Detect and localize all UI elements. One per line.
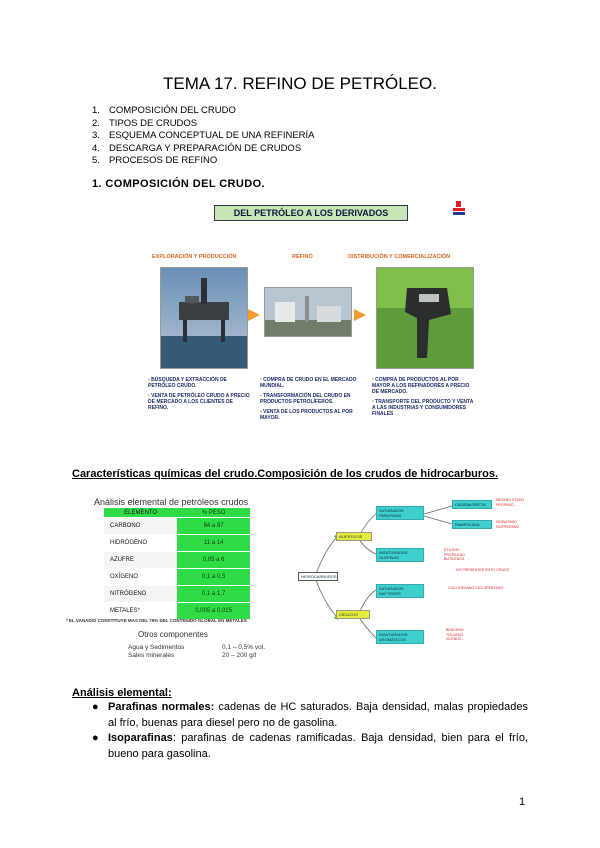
stage-bullets: • BÚSQUEDA Y EXTRACCIÓN DE PETRÓLEO CRUDO. • VENTA DE PETRÓLEO CRUDO A PRECIO DE MERCADO A LOS CLIENTES DE REFINO. — [148, 377, 250, 415]
table-row: NITRÓGENO 0,1 a 1,7 — [104, 586, 250, 603]
table-row: AZUFRE 0,05 a 6 — [104, 552, 250, 569]
arrow-icon — [354, 309, 366, 321]
other-components-title: Otros componentes — [138, 630, 208, 639]
page-title: TEMA 17. REFINO DE PETRÓLEO. — [163, 74, 437, 93]
branched-node: RAMIFICADA — [452, 520, 492, 529]
table-row: OXÍGENO 0,1 a 0,5 — [104, 569, 250, 586]
bullet-icon: ● — [92, 701, 99, 713]
example-label: ETILENO PROPILENO BUTILENOS — [444, 548, 465, 561]
saturated-node: SATURADOS PARAFINAS — [376, 506, 424, 520]
table-footnote: * EL VANADIO CONSTITUYE MAS DEL 75% DEL CONTENIDO GLOBAL EN METALES — [66, 618, 247, 623]
example-label: CICLOHEXANO CICLOPENTANO — [448, 586, 504, 590]
other-components-list: Agua y Sedimentos 0,1 – 0,5% vol. Sales minerales 20 – 200 g/t — [128, 644, 265, 659]
naphthenes-node: SATURADOS NAFTENOS — [376, 584, 424, 598]
figure-title: Análisis elemental de petróleos crudos — [94, 497, 249, 507]
example-label: ISOBUTANO ISOPENTANO — [496, 520, 520, 529]
stage-bullets: • COMPRA DE CRUDO EN EL MERCADO MUNDIAL. • TRANSFORMACIÓN DEL CRUDO EN PRODUCTOS PETROLÍFEROS. • VENTA DE LOS PRODUCTOS AL POR MAYOR. — [260, 377, 362, 425]
stage-label: REFINO — [292, 254, 313, 260]
petroleum-derivatives-figure — [140, 197, 480, 445]
aromatics-node: INSATURADOS AROMÁTICOS — [376, 630, 424, 644]
cyclic-node: CÍCLICOS — [336, 610, 370, 619]
list-item: ● Parafinas normales: cadenas de HC saturados. Baja densidad, malas propiedades al frío, buenas para diesel pero no de gasolina. — [92, 701, 528, 729]
analysis-heading: Análisis elemental: — [72, 687, 172, 699]
analysis-list — [92, 700, 528, 762]
table-of-contents — [92, 105, 315, 168]
list-item: ● Isoparafinas: parafinas de cadenas ramificadas. Baja densidad, bien para el frío, bueno para gasolina. — [92, 732, 528, 760]
toc-item: 3. ESQUEMA CONCEPTUAL DE UNA REFINERÍA — [92, 130, 315, 142]
elemental-analysis-figure — [66, 492, 296, 667]
table-row: CARBONO 84 a 87 — [104, 518, 250, 535]
stage-label: DISTRIBUCIÓN Y COMERCIALIZACIÓN — [348, 254, 451, 260]
toc-item: 5. PROCESOS DE REFINO — [92, 155, 218, 167]
figure-title: DEL PETRÓLEO A LOS DERIVADOS — [214, 205, 408, 221]
fuel-nozzle-photo — [376, 267, 474, 369]
arrow-icon — [248, 309, 260, 321]
stage-bullets: • COMPRA DE PRODUCTOS AL POR MAYOR A LOS REFINADORES A PRECIO DE MERCADO. • TRANSPORTE DEL PRODUCTO Y VENTA A LAS INDUSTRIAS Y CONSUMIDORES FINALES — [372, 377, 476, 421]
table-header: ELEMENTO % PESO — [104, 508, 250, 518]
refinery-photo — [264, 287, 352, 337]
page-number: 1 — [519, 796, 526, 808]
toc-item: 2. TIPOS DE CRUDOS — [92, 117, 198, 129]
logo-icon — [452, 201, 466, 219]
stage-label: EXPLORACIÓN Y PRODUCCIÓN — [152, 254, 237, 260]
example-label: METANO ETANO PROPANO... — [496, 498, 525, 507]
section-heading: 1. COMPOSICIÓN DEL CRUDO. — [92, 178, 265, 190]
offshore-platform-photo — [160, 267, 248, 369]
hydrocarbon-classification-diagram — [296, 492, 528, 652]
straight-chain-node: CADENA RECTA — [452, 500, 492, 509]
example-label: BENCENO TOLUENO XILENOS... — [446, 628, 465, 641]
characteristics-heading: Características químicas del crudo.Composición de los crudos de hidrocarburos. — [72, 468, 499, 480]
root-node: HIDROCARBUROS — [298, 572, 338, 581]
example-label: NO PRESENTES EN EL CRUDO — [456, 568, 510, 572]
aliphatic-node: ALIFÁTICOS — [336, 532, 372, 541]
toc-item: 1. COMPOSICIÓN DEL CRUDO — [92, 105, 236, 116]
table-row: METALES* 0,005 a 0,015 — [104, 603, 250, 620]
toc-item: 4. DESCARGA Y PREPARACIÓN DE CRUDOS — [92, 142, 302, 154]
elemental-analysis-table — [104, 508, 250, 620]
table-row: HIDRÓGENO 11 a 14 — [104, 535, 250, 552]
bullet-icon: ● — [92, 732, 99, 744]
unsaturated-node: INSATURADOS OLEFINAS — [376, 548, 424, 562]
